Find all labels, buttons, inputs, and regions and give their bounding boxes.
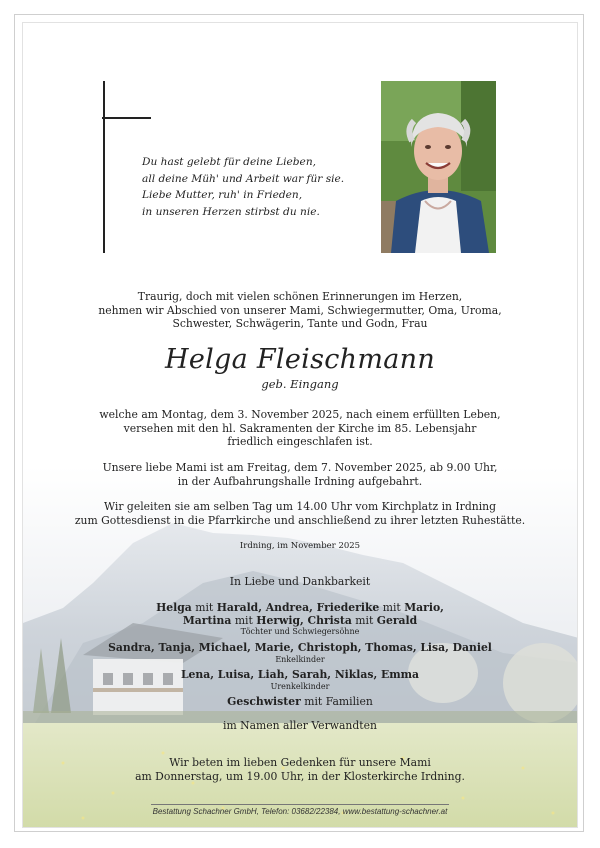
poem-line: Du hast gelebt für deine Lieben, [142, 156, 317, 168]
grandchildren-label: Enkelkinder [275, 655, 325, 664]
intro-line: Traurig, doch mit vielen schönen Erinnerungen im Herzen, [137, 290, 463, 303]
closing-phrase: In Liebe und Dankbarkeit [229, 575, 371, 588]
poem-line: in unseren Herzen stirbst du nie. [142, 205, 320, 218]
poem-line: Liebe Mutter, ruh' in Frieden, [142, 189, 303, 201]
death-line: friedlich eingeschlafen ist. [227, 435, 373, 449]
portrait-photo [381, 81, 496, 253]
prayer-notice [0, 756, 600, 783]
death-line: versehen mit den hl. Sakramenten der Kirche im 85. Lebensjahr [123, 421, 477, 435]
intro-line: nehmen wir Abschied von unserer Mami, Schwiegermutter, Oma, Uroma, [98, 303, 502, 317]
death-notice [0, 408, 600, 449]
birth-name: geb. Eingang [261, 377, 339, 391]
intro-text [0, 290, 600, 331]
funeral-notice [0, 500, 600, 527]
children-label: Töchter und Schwiegersöhne [240, 627, 360, 636]
funeral-line: Wir geleiten sie am selben Tag um 14.00 Uhr vom Kirchplatz in Irdning [103, 500, 497, 513]
viewing-line: in der Aufbahrungshalle Irdning aufgebahrt. [177, 474, 423, 488]
funeral-line: zum Gottesdienst in die Pfarrkirche und anschließend zu ihrer letzten Ruhestätte. [74, 513, 526, 527]
intro-line: Schwester, Schwägerin, Tante und Godn, Frau [172, 317, 428, 331]
deceased-name: Helga Fleischmann [164, 344, 436, 375]
siblings-line: Geschwister mit Familien [227, 695, 373, 708]
viewing-notice [0, 461, 600, 488]
prayer-line: Wir beten im lieben Gedenken für unsere Mami [169, 756, 431, 769]
place-date: Irdning, im November 2025 [239, 541, 361, 551]
viewing-line: Unsere liebe Mami ist am Freitag, dem 7. November 2025, ab 9.00 Uhr, [102, 461, 498, 474]
great-grandchildren-names: Lena, Luisa, Liah, Sarah, Niklas, Emma [180, 668, 420, 681]
death-line: welche am Montag, dem 3. November 2025, nach einem erfüllten Leben, [99, 408, 501, 421]
footer-funeral-home: Bestattung Schachner GmbH, Telefon: 03682/22384, www.bestattung-schachner.at [152, 807, 448, 816]
children-line: Helga mit Harald, Andrea, Friederike mit Mario, [156, 601, 444, 614]
great-grandchildren-label: Urenkelkinder [270, 682, 330, 691]
poem-line: all deine Müh' und Arbeit war für sie. [142, 172, 345, 185]
footer-divider [151, 804, 449, 805]
grandchildren-names: Sandra, Tanja, Michael, Marie, Christoph, Thomas, Lisa, Daniel [108, 641, 492, 654]
relatives-line: im Namen aller Verwandten [223, 719, 377, 732]
memorial-poem [142, 154, 344, 220]
cross-vertical [103, 81, 105, 253]
prayer-line: am Donnerstag, um 19.00 Uhr, in der Klosterkirche Irdning. [135, 769, 465, 783]
children-line: Martina mit Herwig, Christa mit Gerald [182, 614, 418, 627]
cross-horizontal [102, 117, 151, 119]
